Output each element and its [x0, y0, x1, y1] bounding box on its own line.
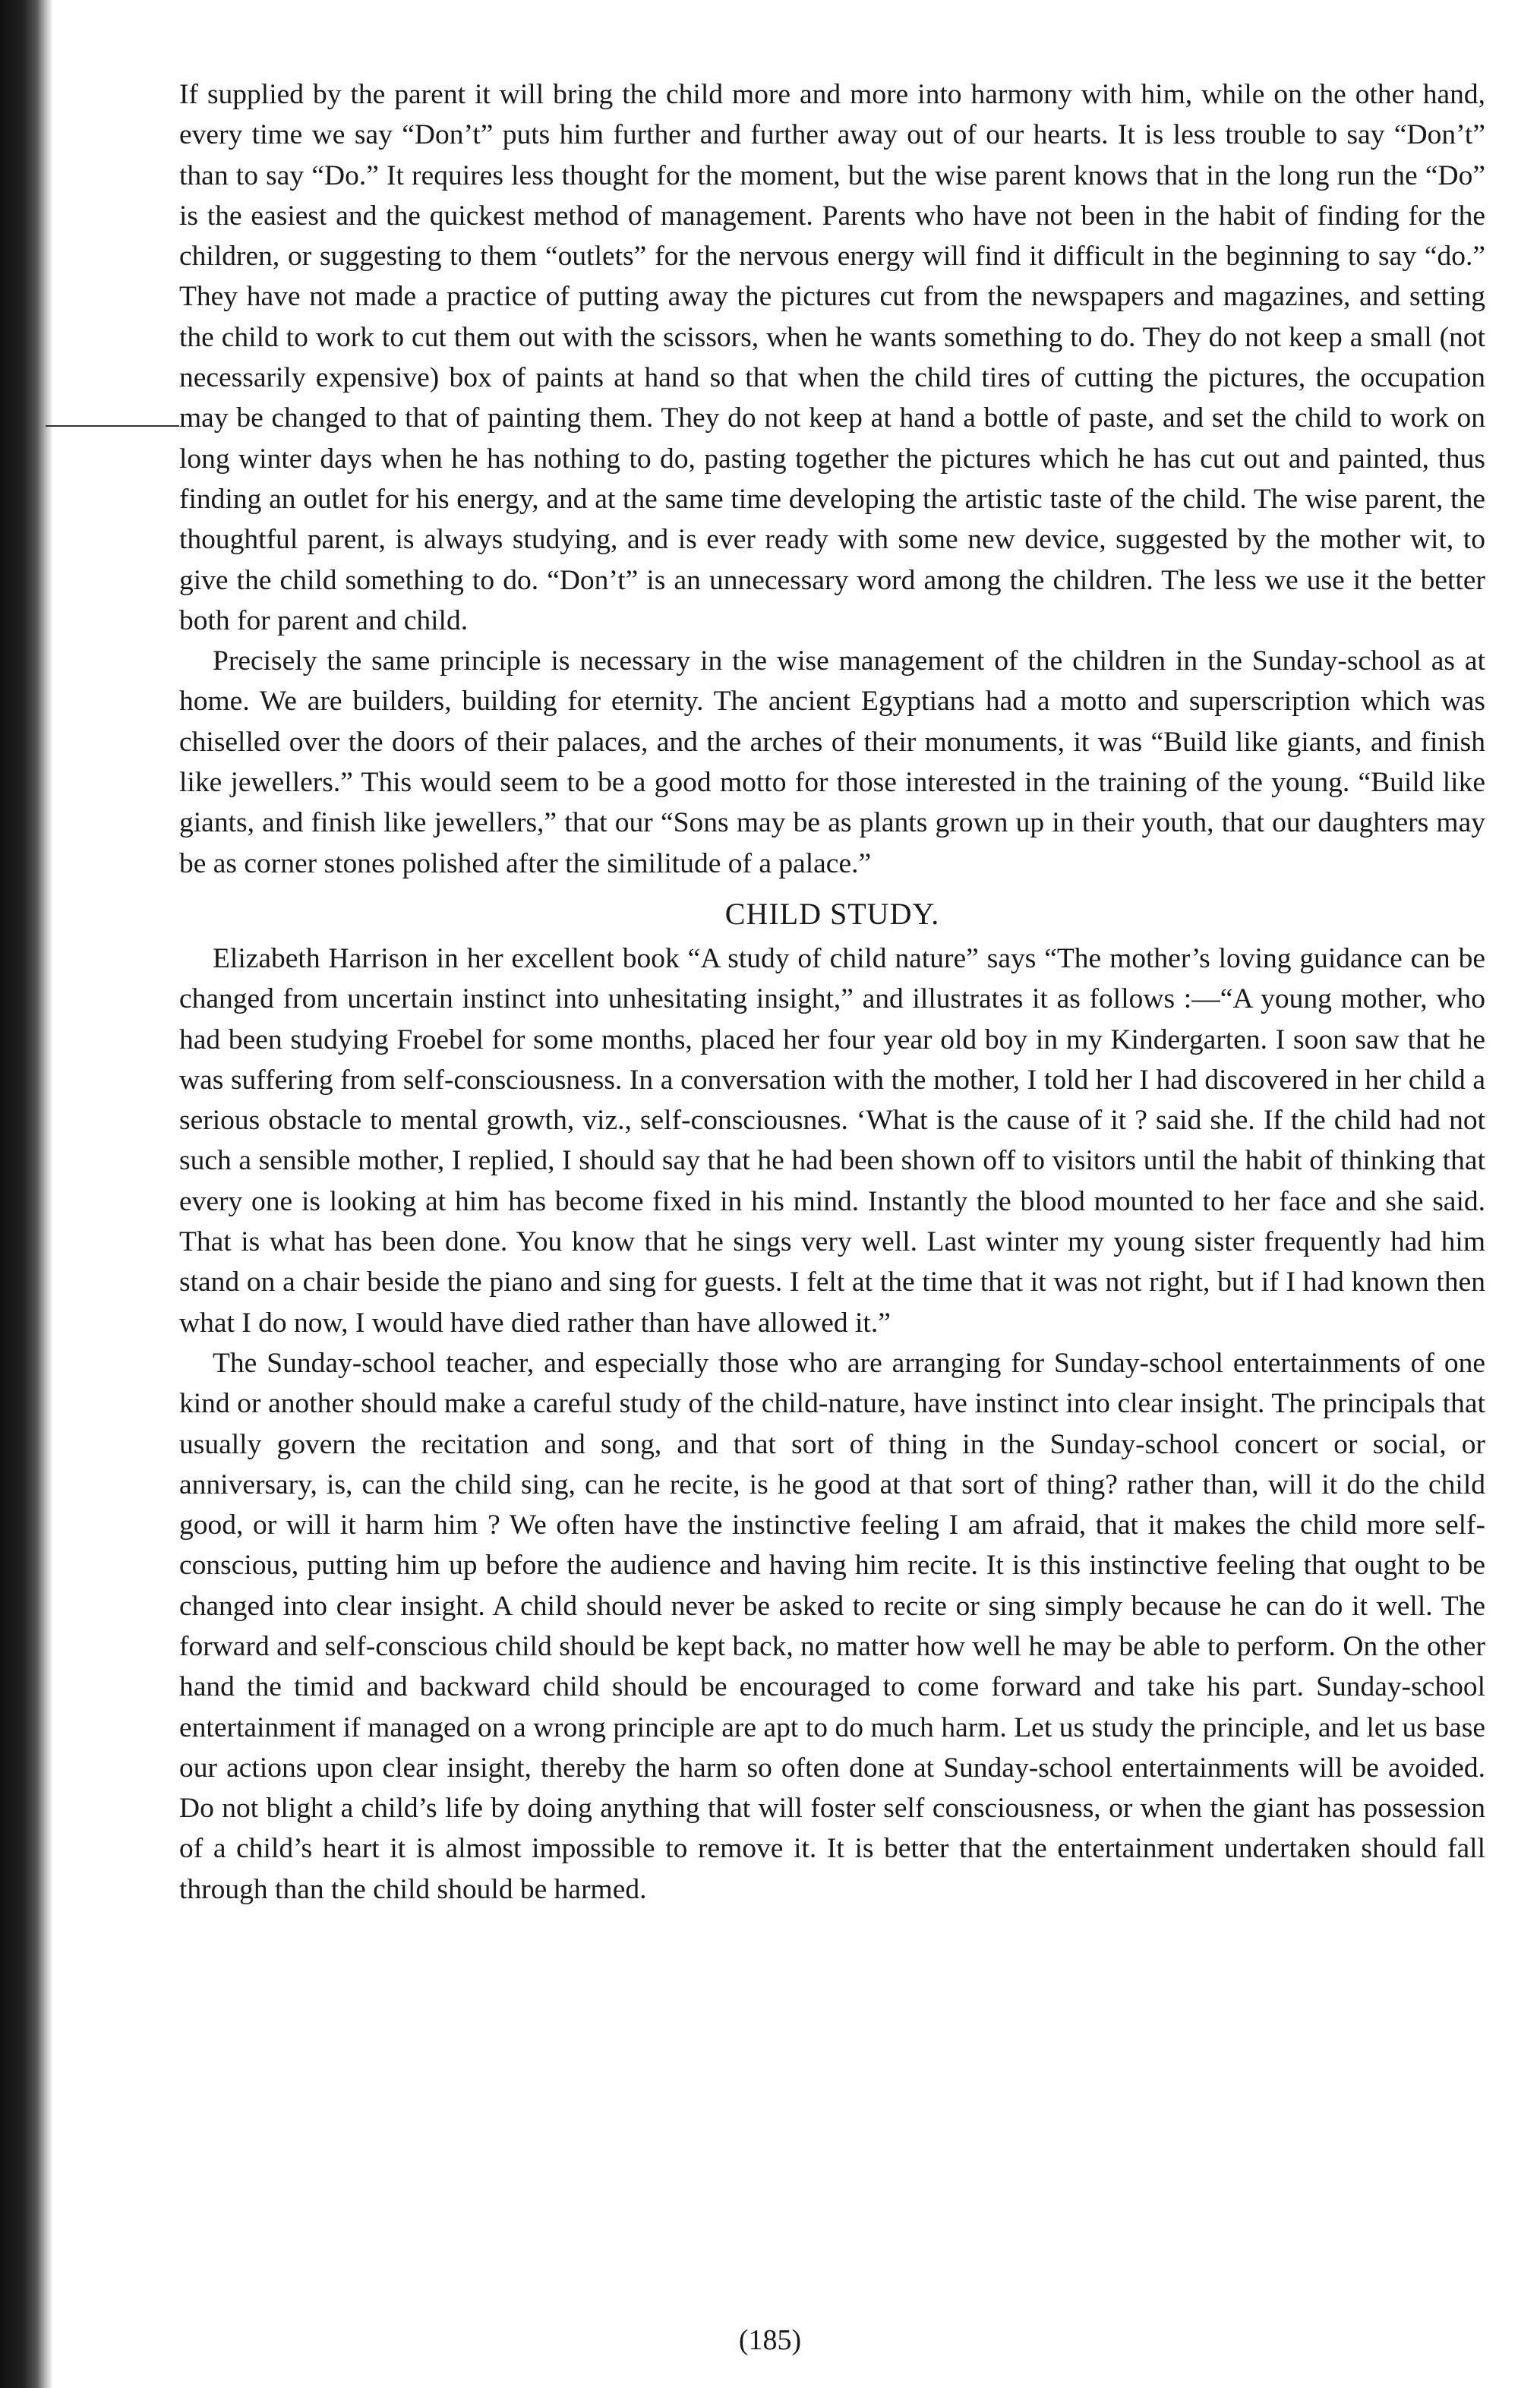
page-body — [179, 74, 1485, 1910]
paragraph-3: Elizabeth Harrison in her excellent book “A study of child nature” says “The mother’s loving guidance can be changed from uncertain instinct into unhesitating insight,” and illustrates it as follows :—“A young mother, who had been studying Froebel for some months, placed her four year old boy in my Kindergarten. I soon saw that he was suffering from self-consciousness. In a conversation with the mother, I told her I had discovered in her child a serious obstacle to mental growth, viz., self-consciousnes. ‘What is the cause of it ? said she. If the child had not such a sensible mother, I replied, I should say that he had been shown off to visitors until the habit of thinking that every one is looking at him has become fixed in his mind. Instantly the blood mounted to her face and she said. That is what has been done. You know that he sings very well. Last winter my young sister frequently had him stand on a chair beside the piano and sing for guests. I felt at the time that it was not right, but if I had known then what I do now, I would have died rather than have allowed it.” — [179, 942, 1485, 1339]
paragraph-2: Precisely the same principle is necessary in the wise management of the children in the Sunday-school as at home. We are builders, building for eternity. The ancient Egyptians had a motto and superscription which was chiselled over the doors of their palaces, and the arches of their monuments, it was “Build like giants, and finish like jewellers.” This would seem to be a good motto for those interested in the training of the young. “Build like giants, and finish like jewellers,” that our “Sons may be as plants grown up in their youth, that our daughters may be as corner stones polished after the similitude of a palace.” — [179, 645, 1485, 879]
binding-edge — [0, 0, 53, 2388]
paragraph-4: The Sunday-school teacher, and especially those who are arranging for Sunday-school entertainments of one kind or another should make a careful study of the child-nature, have instinct into clear insight. The principals that usually govern the recitation and song, and that sort of thing in the Sunday-school concert or social, or anniversary, is, can the child sing, can he recite, is he good at that sort of thing? rather than, will it do the child good, or will it harm him ? We often have the instinctive feeling I am afraid, that it makes the child more self-conscious, putting him up before the audience and having him recite. It is this instinctive feeling that ought to be changed into clear insight. A child should never be asked to recite or sing simply because he can do it well. The forward and self-conscious child should be kept back, no matter how well he may be able to perform. On the other hand the timid and backward child should be encouraged to come forward and take his part. Sunday-school entertainment if managed on a wrong principle are apt to do much harm. Let us study the principle, and let us base our actions upon clear insight, thereby the harm so often done at Sunday-school entertainments will be avoided. Do not blight a child’s life by doing anything that will foster self consciousness, or when the giant has possession of a child’s heart it is almost impossible to remove it. It is better that the entertainment undertaken should fall through than the child should be harmed. — [179, 1347, 1485, 1905]
page-number: (185) — [738, 2324, 802, 2356]
margin-pointer-line — [46, 425, 179, 427]
paragraph-1: If supplied by the parent it will bring the child more and more into harmony with him, while on the other hand, every time we say “Don’t” puts him further and further away out of our hearts. It is less trouble to say “Don’t” than to say “Do.” It requires less thought for the moment, but the wise parent knows that in the long run the “Do” is the easiest and the quickest method of management. Parents who have not been in the habit of finding for the children, or suggesting to them “outlets” for the nervous energy will find it difficult in the beginning to say “do.” They have not made a practice of putting away the pictures cut from the newspapers and magazines, and setting the child to work to cut them out with the scissors, when he wants something to do. They do not keep a small (not necessarily expensive) box of paints at hand so that when the child tires of cutting the pictures, the occupation may be changed to that of painting them. They do not keep at hand a bottle of paste, and set the child to work on long winter days when he has nothing to do, pasting together the pictures which he has cut out and painted, thus finding an outlet for his energy, and at the same time developing the artistic taste of the child. The wise parent, the thoughtful parent, is always studying, and is ever ready with some new device, suggested by the mother wit, to give the child something to do. “Don’t” is an unnecessary word among the children. The less we use it the better both for parent and child. — [179, 79, 1485, 636]
section-heading: CHILD STUDY. — [724, 896, 940, 931]
